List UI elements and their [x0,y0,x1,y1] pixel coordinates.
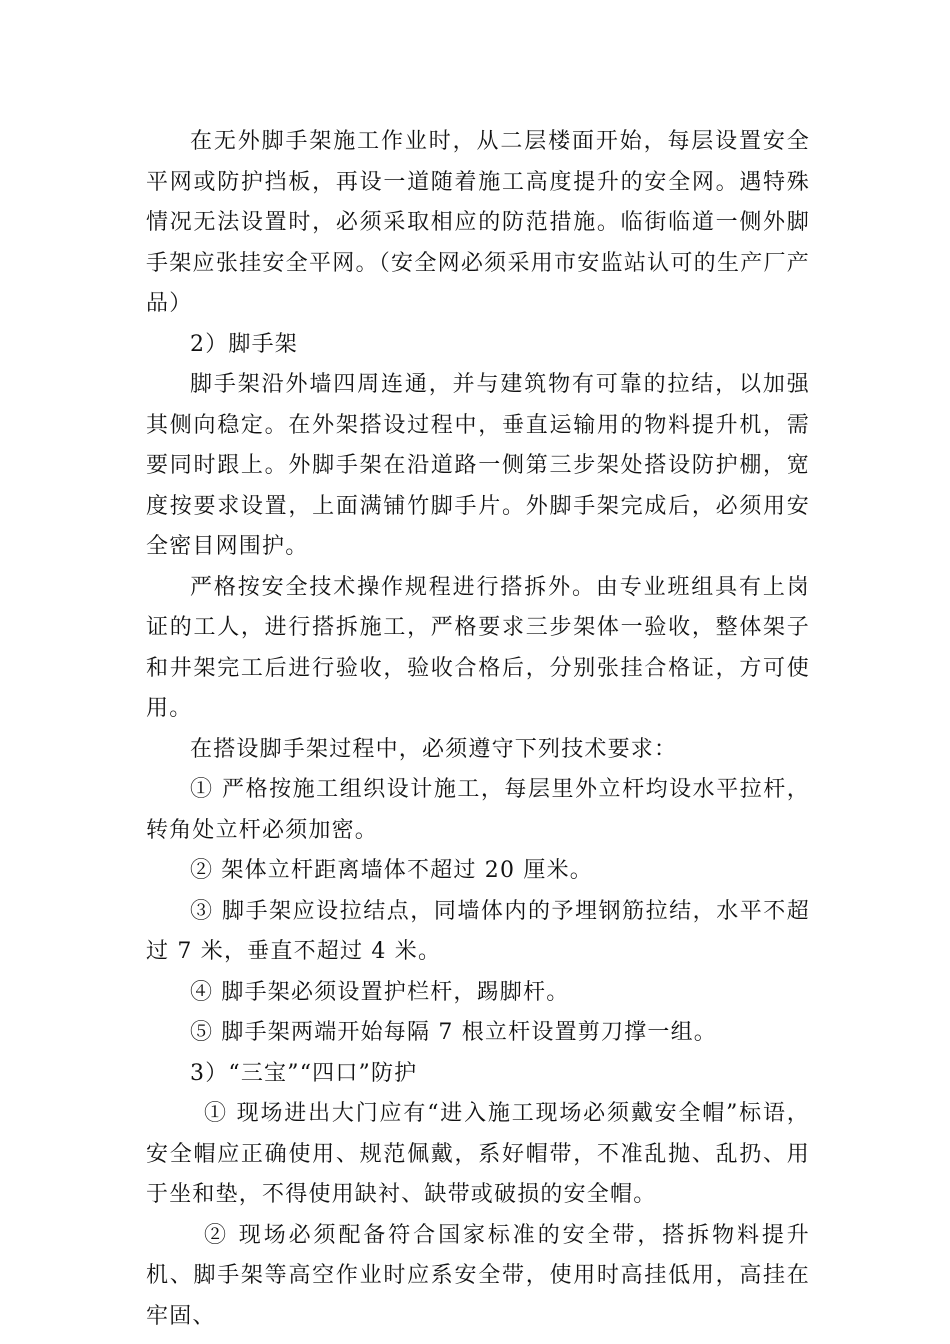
heading-three-treasures-four-openings: 3）“三宝”“四口”防护 [190,1060,418,1086]
document-body [146,122,810,1337]
requirement-item-4: ④ 脚手架必须设置护栏杆，踢脚杆。 [190,979,570,1005]
requirement-item-1: ① 严格按施工组织设计施工，每层里外立杆均设水平拉杆，转角处立杆必须加密。 [146,777,810,843]
requirement-item-3: ③ 脚手架应设拉结点，同墙体内的予埋钢筋拉结，水平不超过 7 米，垂直不超过 4 米。 [146,898,810,964]
paragraph-scaffolding-connection: 脚手架沿外墙四周连通，并与建筑物有可靠的拉结，以加强其侧向稳定。在外架搭设过程中，垂直运输用的物料提升机，需要同时跟上。外脚手架在沿道路一侧第三步架处搭设防护棚，宽度按要求设置，上面满铺竹脚手片。外脚手架完成后，必须用安全密目网围护。 [146,372,810,559]
requirement-item-5: ⑤ 脚手架两端开始每隔 7 根立杆设置剪刀撑一组。 [190,1020,717,1045]
paragraph-safety-net: 在无外脚手架施工作业时，从二层楼面开始，每层设置安全平网或防护挡板，再设一道随着施工高度提升的安全网。遇特殊情况无法设置时，必须采取相应的防范措施。临街临道一侧外脚手架应张挂安全平网。（安全网必须采用市安监站认可的生产厂产品） [146,129,810,316]
paragraph-technical-requirements-intro: 在搭设脚手架过程中，必须遵守下列技术要求： [190,736,678,762]
protection-item-helmet: ① 现场进出大门应有“进入施工现场必须戴安全帽”标语，安全帽应正确使用、规范佩戴，系好帽带，不准乱抛、乱扔、用于坐和垫，不得使用缺衬、缺带或破损的安全帽。 [146,1101,810,1207]
heading-scaffolding: 2）脚手架 [190,331,298,357]
paragraph-scaffolding-inspection: 严格按安全技术操作规程进行搭拆外。由专业班组具有上岗证的工人，进行搭拆施工，严格要求三步架体一验收，整体架子和井架完工后进行验收，验收合格后，分别张挂合格证，方可使用。 [146,574,810,721]
requirement-item-2: ② 架体立杆距离墙体不超过 20 厘米。 [190,858,593,883]
protection-item-safety-belt: ② 现场必须配备符合国家标准的安全带，搭拆物料提升机、脚手架等高空作业时应系安全带，使用时高挂低用，高挂在牢固、 [146,1222,810,1329]
